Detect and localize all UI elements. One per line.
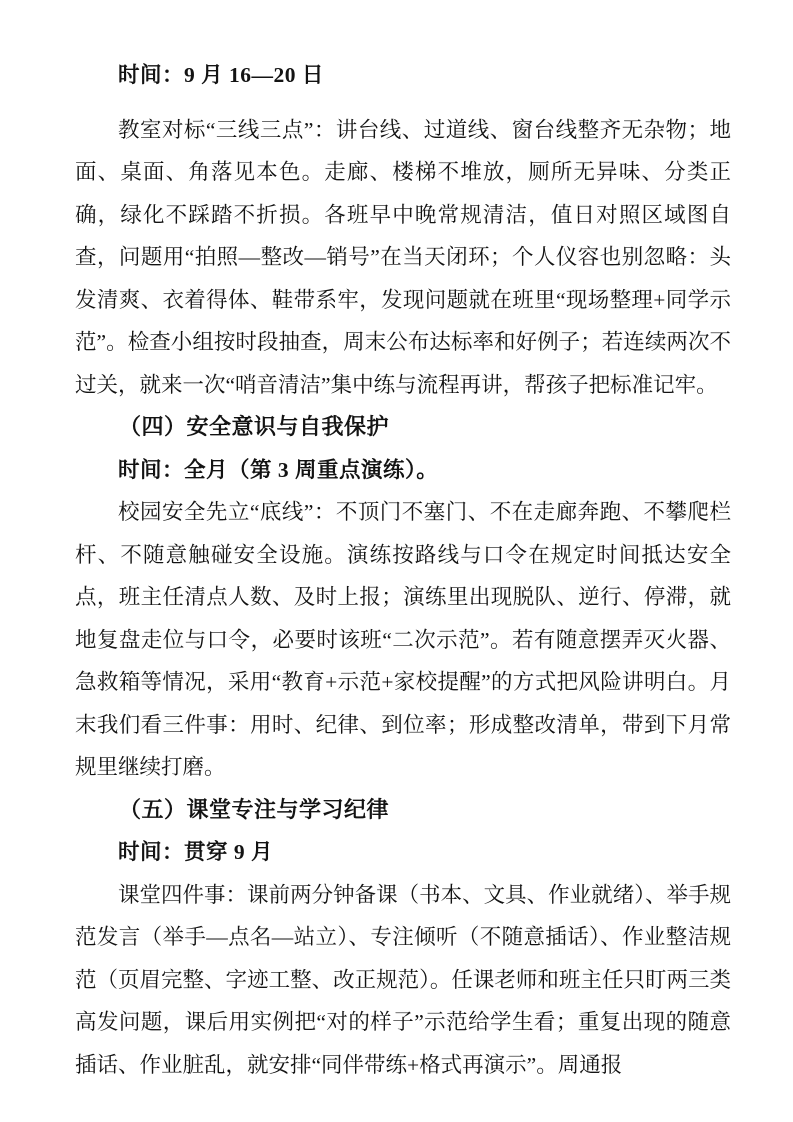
time-line-cleaning-week: 时间：9 月 16—20 日	[118, 63, 324, 87]
paragraph-class-discipline: 课堂四件事：课前两分钟备课（书本、文具、作业就绪）、举手规范发言（举手—点名—站立）、专注倾听（不随意插话）、作业整洁规范（页眉完整、字迹工整、改正规范）。任课老师和班主任只盯两三类高发问题，课后用实例把“对的样子”示范给学生看；重复出现的随意插话、作业脏乱，就安排“同伴带练+格式再演示”。周通报	[75, 882, 731, 1077]
section-heading-4-safety: （四）安全意识与自我保护	[119, 414, 390, 439]
paragraph-campus-safety: 校园安全先立“底线”：不顶门不塞门、不在走廊奔跑、不攀爬栏杆、不随意触碰安全设施。演练按路线与口令在规定时间抵达安全点，班主任清点人数、及时上报；演练里出现脱队、逆行、停滞，就地复盘走位与口令，必要时该班“二次示范”。若有随意摆弄灭火器、急救箱等情况，采用“教育+示范+家校提醒”的方式把风险讲明白。月末我们看三件事：用时、纪律、到位率；形成整改清单，带到下月常规里继续打磨。	[75, 500, 731, 779]
paragraph-classroom-cleaning: 教室对标“三线三点”：讲台线、过道线、窗台线整齐无杂物；地面、桌面、角落见本色。走廊、楼梯不堆放，厕所无异味、分类正确，绿化不踩踏不折损。各班早中晚常规清洁，值日对照区域图自查，问题用“拍照—整改—销号”在当天闭环；个人仪容也别忽略：头发清爽、衣着得体、鞋带系牢，发现问题就在班里“现场整理+同学示范”。检查小组按时段抽查，周末公布达标率和好例子；若连续两次不过关，就来一次“哨音清洁”集中练与流程再讲，帮孩子把标准记牢。	[75, 117, 731, 397]
time-line-throughout-september: 时间：贯穿 9 月	[118, 840, 274, 864]
time-line-safety-month: 时间：全月（第 3 周重点演练）。	[118, 457, 439, 482]
section-heading-5-class-focus: （五）课堂专注与学习纪律	[119, 796, 390, 822]
